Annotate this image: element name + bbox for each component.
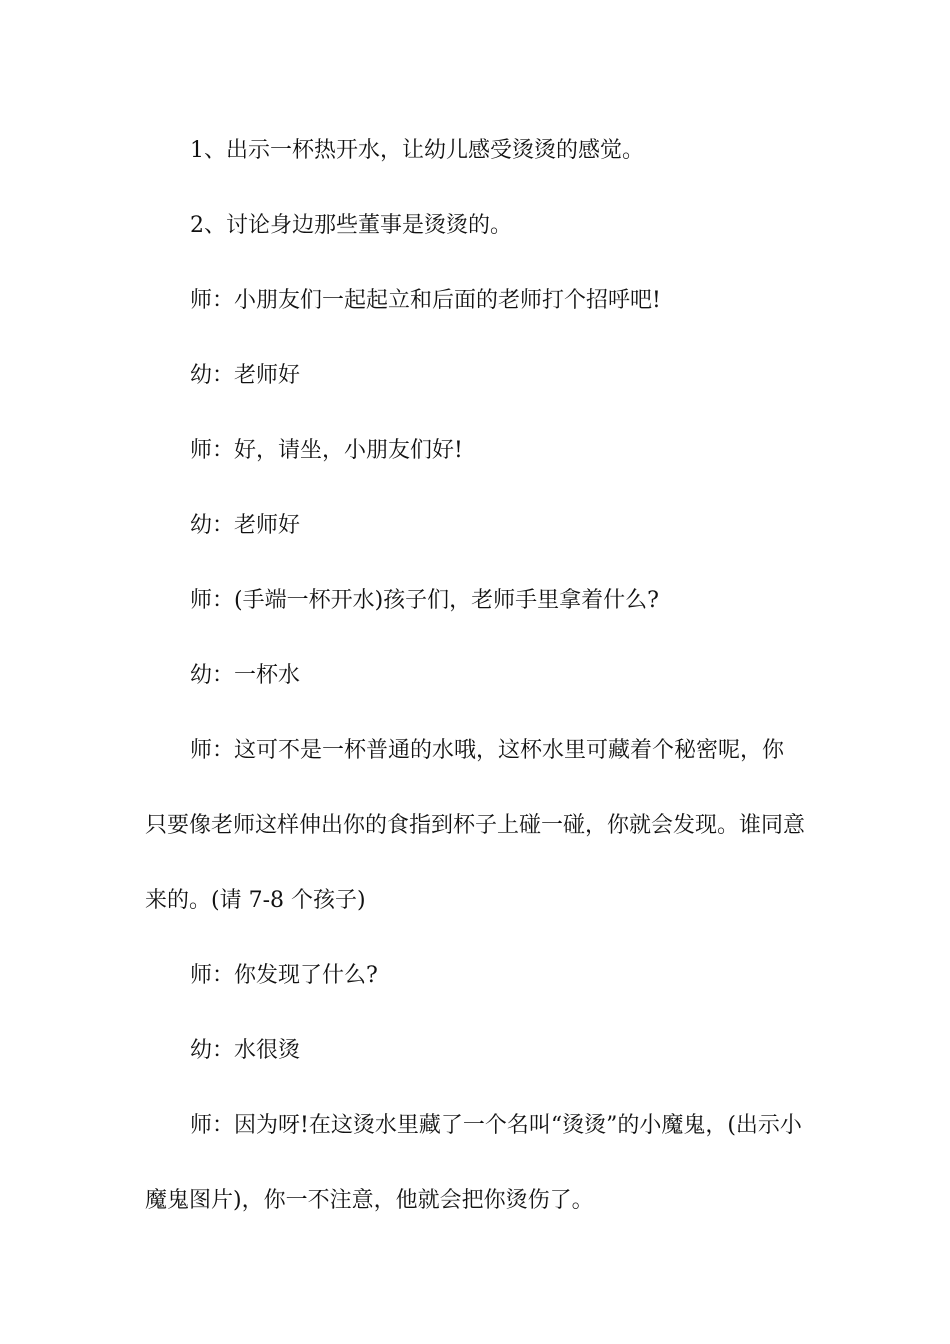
- paragraph-step-2: 2、讨论身边那些董事是烫烫的。: [190, 213, 512, 238]
- dialogue-teacher-ask: 师：你发现了什么?: [190, 963, 378, 988]
- dialogue-child-answer: 幼：水很烫: [190, 1038, 301, 1063]
- dialogue-teacher-greet: 师：小朋友们一起起立和后面的老师打个招呼吧!: [190, 288, 661, 313]
- dialogue-child-reply: 幼：老师好: [190, 513, 301, 538]
- dialogue-teacher-sit: 师：好，请坐，小朋友们好!: [190, 438, 463, 463]
- dialogue-child-reply: 幼：老师好: [190, 363, 301, 388]
- dialogue-teacher-ask: 师：(手端一杯开水)孩子们，老师手里拿着什么?: [190, 588, 659, 613]
- dialogue-child-answer: 幼：一杯水: [190, 663, 301, 688]
- dialogue-teacher-explain: 师：因为呀!在这烫水里藏了一个名叫“烫烫”的小魔鬼，(出示小魔鬼图片)，你一不注意，他就会把你烫伤了。: [145, 1113, 802, 1213]
- paragraph-step-1: 1、出示一杯热开水，让幼儿感受烫烫的感觉。: [190, 138, 644, 163]
- dialogue-teacher-secret: 师：这可不是一杯普通的水哦，这杯水里可藏着个秘密呢，你只要像老师这样伸出你的食指到杯子上碰一碰，你就会发现。谁同意来的。(请 7-8 个孩子): [145, 738, 806, 913]
